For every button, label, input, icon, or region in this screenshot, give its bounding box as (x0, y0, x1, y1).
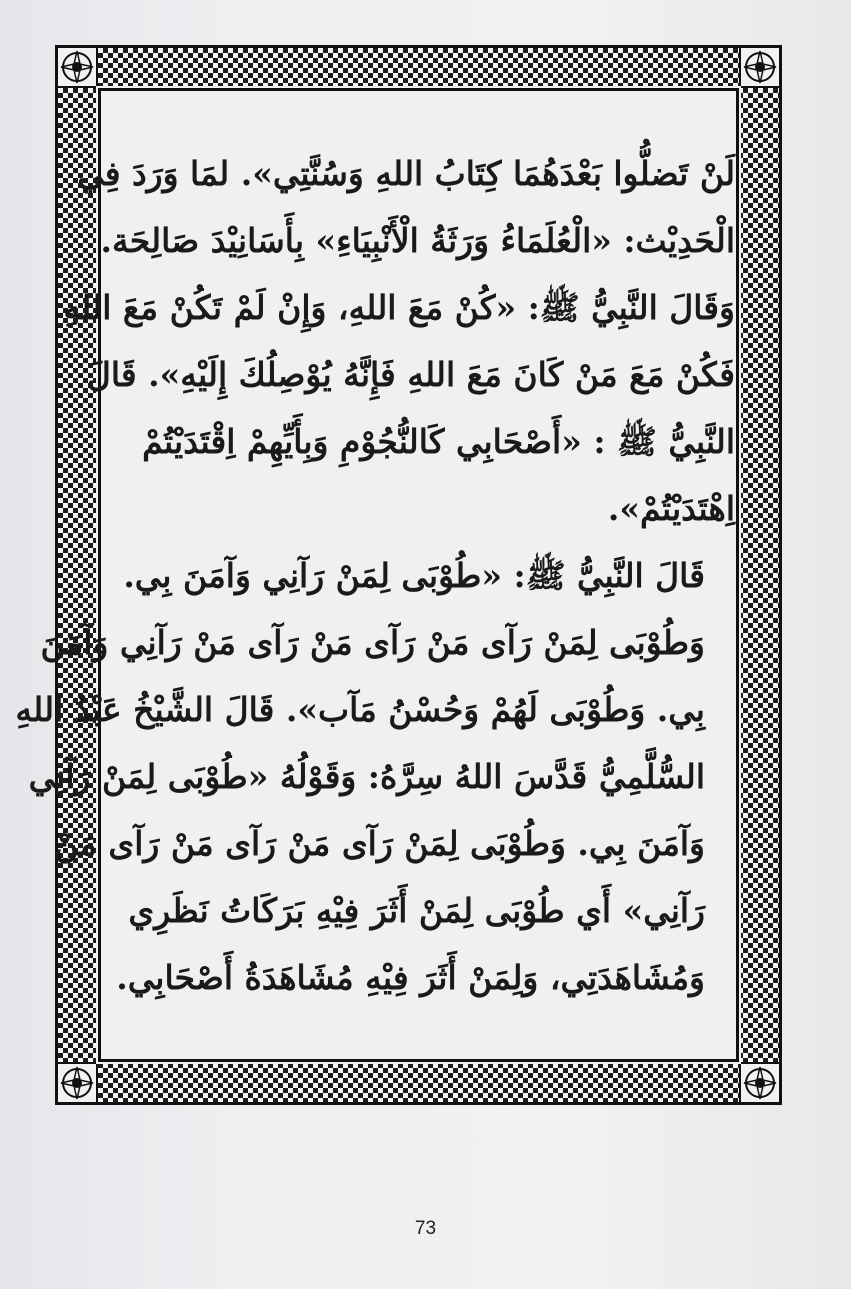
text-line: فَكُنْ مَعَ مَنْ كَانَ مَعَ اللهِ فَإِنَّهُ يُوْصِلُكَ إِلَيْهِ». قَالَ (86, 355, 735, 394)
text-line: وَقَالَ النَّبِيُّ ﷺ: «كُنْ مَعَ اللهِ، وَإِنْ لَمْ تَكُنْ مَعَ اللهِ (63, 288, 735, 327)
paragraph (63, 140, 735, 542)
text-line: رَآنِي» أَي طُوْبَى لِمَنْ أَثَرَ فِيْهِ بَرَكَاتُ نَظَرِي (128, 891, 705, 930)
text-line: بِي. وَطُوْبَى لَهُمْ وَحُسْنُ مَآب». قَالَ الشَّيْخُ عَبْدُ اللهِ (15, 690, 705, 729)
text-line: وَمُشَاهَدَتِي، وَلِمَنْ أَثَرَ فِيْهِ مُشَاهَدَةُ أَصْحَابِي. (116, 958, 705, 997)
text-line: الْحَدِيْث: «الْعُلَمَاءُ وَرَثَةُ الْأَنْبِيَاءِ» بِأَسَانِيْدَ صَالِحَة. (100, 221, 735, 260)
corner-ornament-icon (739, 46, 781, 88)
corner-ornament-icon (56, 1062, 98, 1104)
text-line: قَالَ النَّبِيُّ ﷺ: «طُوْبَى لِمَنْ رَآنِي وَآمَنَ بِي. (123, 556, 705, 595)
body-text (15, 140, 735, 1011)
text-line: السُّلَّمِيُّ قَدَّسَ اللهُ سِرَّهُ: وَقَوْلُهُ «طُوْبَى لِمَنْ رَآنِي (28, 757, 705, 796)
text-line: وَآمَنَ بِي. وَطُوْبَى لِمَنْ رَآى مَنْ رَآى مَنْ رَآى مَنْ (54, 824, 705, 863)
text-line: لَنْ تَضلُّوا بَعْدَهُمَا كِتَابُ اللهِ وَسُنَّتِي». لمَا وَرَدَ فِي (77, 154, 735, 193)
text-line: وَطُوْبَى لِمَنْ رَآى مَنْ رَآى مَنْ رَآى مَنْ رَآنِي وَآمَنَ (40, 623, 705, 662)
text-line: النَّبِيُّ ﷺ : «أَصْحَابِي كَالنُّجُوْمِ وَبِأَيِّهِمْ اِقْتَدَيْتُمْ (142, 422, 735, 461)
page-number: 73 (414, 1218, 437, 1239)
corner-ornament-icon (739, 1062, 781, 1104)
text-line: اِهْتَدَيْتُمْ». (607, 489, 735, 528)
corner-ornament-icon (56, 46, 98, 88)
paragraph (15, 542, 735, 1011)
